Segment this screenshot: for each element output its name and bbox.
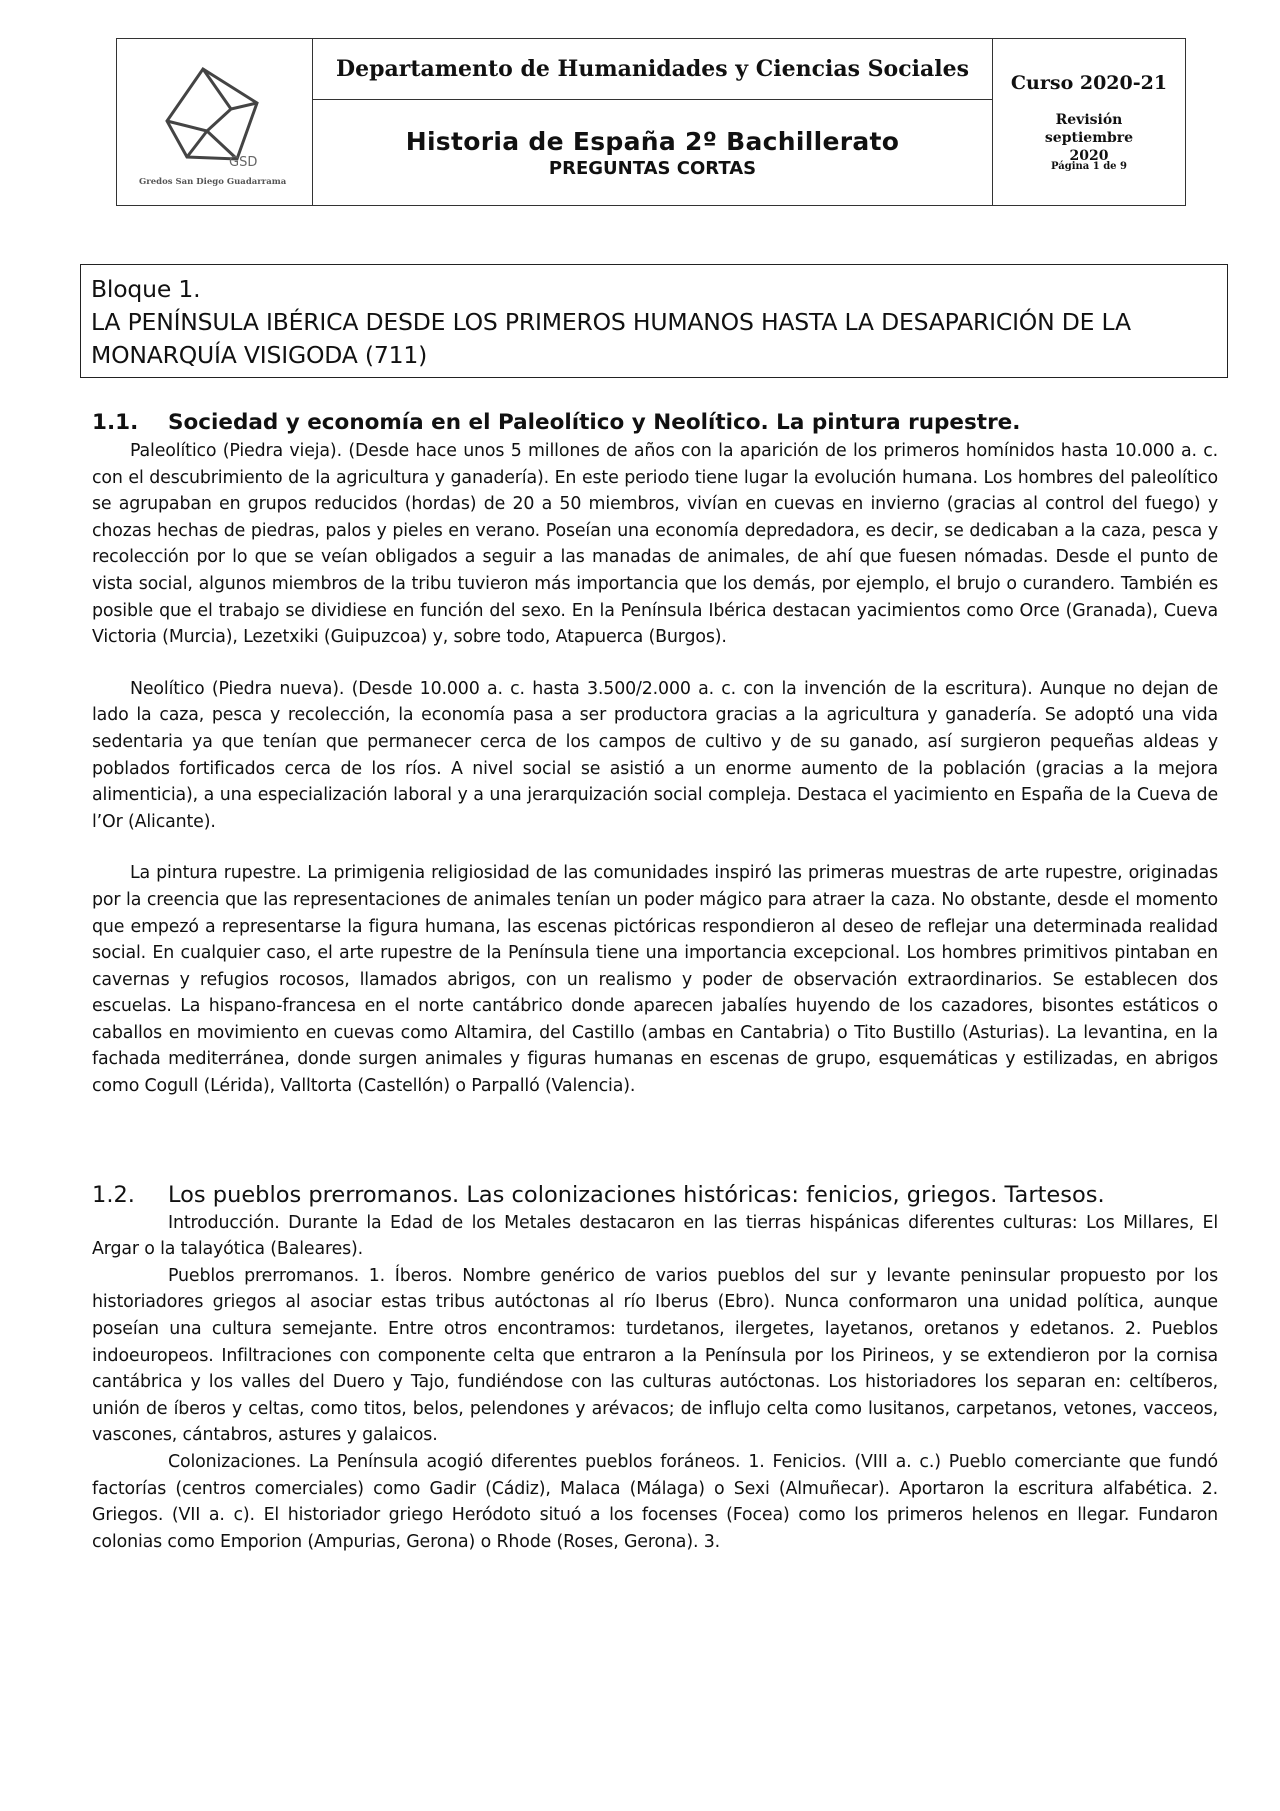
block-title-box (80, 264, 1228, 378)
section-number: 1.2. (92, 1181, 135, 1208)
subject-title: Historia de España 2º Bachillerato (405, 127, 900, 156)
title-cell (313, 39, 993, 205)
gsd-logo-icon (147, 61, 287, 171)
course-year: Curso 2020-21 (1010, 72, 1168, 94)
logo-caption: Gredos San Diego Guadarrama (139, 177, 287, 187)
paragraph: La pintura rupestre. La primigenia religiosidad de las comunidades inspiró las primeras muestras de arte rupestre, originadas por la creencia que las representaciones de animales tenían un poder mágico para atraer la caza. No obstante, desde el momento que empezó a representarse la figura humana, las escenas pictóricas respondieron al deseo de reflejar una determinada realidad social. En cualquier caso, el arte rupestre de la Península tiene una importancia excepcional. Los hombres primitivos pintaban en cavernas y refugios rocosos, llamados abrigos, con un realismo y poder de observación extraordinarios. Se establecen dos escuelas. La hispano-francesa en el norte cantábrico donde aparecen jabalíes huyendo de los cazadores, bisontes estáticos o caballos en movimiento en cuevas como Altamira, del Castillo (ambas en Cantabria) o Tito Bustillo (Asturias). La levantina, en la fachada mediterránea, donde surgen animales y figuras humanas en escenas de grupo, esquemáticas y estilizadas, en abrigos como Cogull (Lérida), Valltorta (Castellón) o Parpalló (Valencia). (92, 863, 1218, 1097)
paragraph: Colonizaciones. La Península acogió diferentes pueblos foráneos. 1. Fenicios. (VIII a. c.) Pueblo comerciante que fundó factorías (centros comerciales) como Gadir (Cádiz), Malaca (Málaga) o Sexi (Almuñecar). Aportaron la escritura alfabética. 2. Griegos. (VII a. c). El historiador griego Heródoto situó a los focenses (Focea) como los primeros helenos en llegar. Fundaron colonias como Emporion (Ampurias, Gerona) o Rhode (Roses, Gerona). 3. (92, 1452, 1218, 1552)
revision-date (993, 111, 1185, 165)
paragraph: Pueblos prerromanos. 1. Íberos. Nombre genérico de varios pueblos del sur y levante peninsular propuesto por los historiadores griegos al asociar estas tribus autóctonas al río Iberus (Ebro). Nunca conformaron una unidad política, aunque poseían una cultura semejante. Entre otros encontramos: turdetanos, ilergetes, layetanos, oretanos y edetanos. 2. Pueblos indoeuropeos. Infiltraciones con componente celta que entraron a la Península por los Pirineos, y se extendieron por la cornisa cantábrica y los valles del Duero y Tajo, fundiéndose con las culturas autóctonas. Los historiadores los separan en: celtíberos, unión de íberos y celtas, como titos, belos, pelendones y arévacos; de influjo celta como lusitanos, carpetanos, vetones, vacceos, vascones, cántabros, astures y galaicos. (92, 1265, 1218, 1446)
section-heading (92, 408, 1218, 438)
logo-cell (117, 39, 313, 205)
paragraph: Paleolítico (Piedra vieja). (Desde hace unos 5 millones de años con la aparición de los primeros homínidos hasta 10.000 a. c. con el descubrimiento de la agricultura y ganadería). En este periodo tiene lugar la evolución humana. Los hombres del paleolítico se agrupaban en grupos reducidos (hordas) de 20 a 50 miembros, vivían en cuevas en invierno (gracias al control del fuego) y chozas hechas de piedras, palos y pieles en verano. Poseían una economía depredadora, es decir, se dedicaban a la caza, pesca y recolección por lo que se veían obligados a seguir a las manadas de animales, de ahí que fuesen nómadas. Desde el punto de vista social, algunos miembros de la tribu tuvieron más importancia que los demás, por ejemplo, el brujo o curandero. También es posible que el trabajo se dividiese en función del sexo. En la Península Ibérica destacan yacimientos como Orce (Granada), Cueva Victoria (Murcia), Lezetxiki (Guipuzcoa) y, sobre todo, Atapuerca (Burgos). (92, 441, 1218, 648)
paragraph: Introducción. Durante la Edad de los Metales destacaron en las tierras hispánicas diferentes culturas: Los Millares, El Argar o la talayótica (Baleares). (92, 1212, 1218, 1260)
meta-cell (993, 39, 1185, 205)
section-heading (92, 1180, 1218, 1210)
block-title: LA PENÍNSULA IBÉRICA DESDE LOS PRIMEROS HUMANOS HASTA LA DESAPARICIÓN DE LA MONARQUÍA VISIGODA (711) (91, 308, 1131, 369)
document-subtitle: PREGUNTAS CORTAS (548, 158, 757, 179)
section-number: 1.1. (92, 410, 139, 435)
document-header (116, 38, 1186, 206)
revision-text: Revisión septiembre 2020 (1044, 112, 1134, 164)
document-body (92, 408, 1218, 1555)
block-label: Bloque 1. (91, 275, 201, 303)
logo-initials: GSD (229, 155, 258, 170)
section-title: Los pueblos prerromanos. Las colonizaciones históricas: fenicios, griegos. Tartesos. (168, 1181, 1105, 1208)
subject-block (313, 100, 992, 206)
section-title: Sociedad y economía en el Paleolítico y Neolítico. La pintura rupestre. (168, 410, 1021, 435)
department-name: Departamento de Humanidades y Ciencias Sociales (313, 39, 992, 100)
paragraph: Neolítico (Piedra nueva). (Desde 10.000 a. c. hasta 3.500/2.000 a. c. con la invención de la escritura). Aunque no dejan de lado la caza, pesca y recolección, la economía pasa a ser productora gracias a la agricultura y ganadería. Se adoptó una vida sedentaria ya que tenían que permanecer cerca de los campos de cultivo y de su ganado, así surgieron pequeñas aldeas y poblados fortificados cerca de los ríos. A nivel social se asistió a un enorme aumento de la población (gracias a la mejora alimenticia), a una especialización laboral y a una jerarquización social compleja. Destaca el yacimiento en España de la Cueva de l’Or (Alicante). (92, 678, 1218, 832)
page-number: Página 1 de 9 (1051, 161, 1127, 172)
